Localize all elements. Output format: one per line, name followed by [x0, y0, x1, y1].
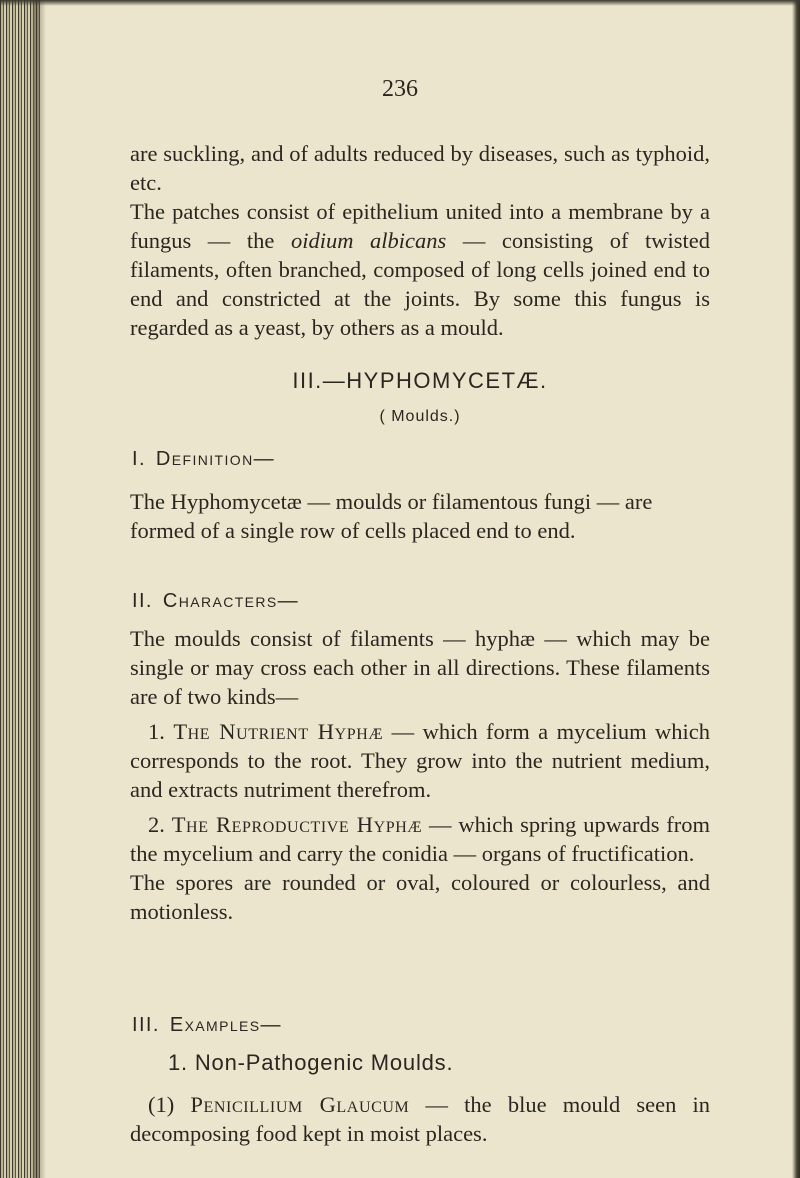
- definition-heading-label: Definition—: [155, 448, 275, 470]
- penicillium-paragraph: [130, 1090, 710, 1148]
- nutrient-hyphae-item: [130, 717, 710, 804]
- intro-text-b: — consisting of twisted filaments, often branched, composed of long cells joined end to end and constricted at the joints. By some this fungus is regarded as a yeast, by others as a mould.: [130, 228, 710, 340]
- page-number: 236: [382, 76, 418, 102]
- gutter-shadow: [34, 0, 46, 1178]
- nutrient-hyphae-number: 1.: [148, 719, 165, 744]
- spores-paragraph: The spores are rounded or oval, coloured or colourless, and motionless.: [130, 870, 710, 924]
- examples-heading-label: Examples—: [169, 1014, 282, 1036]
- penicillium-label: Penicillium Glaucum: [190, 1092, 410, 1117]
- section-subtitle: ( Moulds.): [379, 408, 461, 425]
- penicillium-text: — the blue mould seen in decomposing food kept in moist places.: [130, 1092, 710, 1146]
- reproductive-hyphae-item: [130, 810, 710, 868]
- characters-body: [130, 624, 710, 926]
- examples-heading-number: III.: [132, 1014, 160, 1036]
- nutrient-hyphae-label: The Nutrient Hyphæ: [173, 719, 384, 744]
- section-title: III.—HYPHOMYCETÆ.: [292, 368, 548, 393]
- definition-heading: [132, 448, 275, 471]
- reproductive-hyphae-label: The Reproductive Hyphæ: [171, 812, 423, 837]
- definition-heading-number: I.: [132, 448, 146, 470]
- intro-italic-term: oidium albicans: [290, 228, 447, 253]
- non-pathogenic-heading: 1. Non-Pathogenic Moulds.: [168, 1050, 454, 1075]
- characters-paragraph: The moulds consist of filaments — hyphæ — which may be single or may cross each other in all directions. These filaments are of two kinds—: [130, 626, 710, 709]
- intro-paragraph: [130, 197, 710, 342]
- penicillium-number: (1): [148, 1092, 175, 1117]
- intro-line: are suckling, and of adults reduced by diseases, such as typhoid, etc.: [130, 141, 710, 195]
- page-top-edge: [0, 0, 800, 6]
- characters-heading-label: Characters—: [162, 590, 300, 612]
- penicillium-item: [130, 1090, 710, 1148]
- reproductive-hyphae-number: 2.: [148, 812, 165, 837]
- definition-text: The Hyphomycetæ — moulds or filamentous fungi — are formed of a single row of cells placed end to end.: [130, 489, 653, 543]
- characters-heading-number: II.: [132, 590, 153, 612]
- examples-heading: [132, 1014, 282, 1037]
- reproductive-hyphae-text: — which spring upwards from the mycelium and carry the conidia — organs of fructification.: [130, 812, 711, 866]
- intro-text-a: The patches consist of epithelium united into a membrane by a fungus — the: [130, 199, 710, 253]
- characters-heading: [132, 590, 299, 613]
- intro-text: [130, 139, 710, 342]
- nutrient-hyphae-text: — which form a mycelium which corresponds to the root. They grow into the nutrient medium, and extracts nutriment therefrom.: [130, 719, 710, 802]
- page-right-edge: [792, 0, 800, 1178]
